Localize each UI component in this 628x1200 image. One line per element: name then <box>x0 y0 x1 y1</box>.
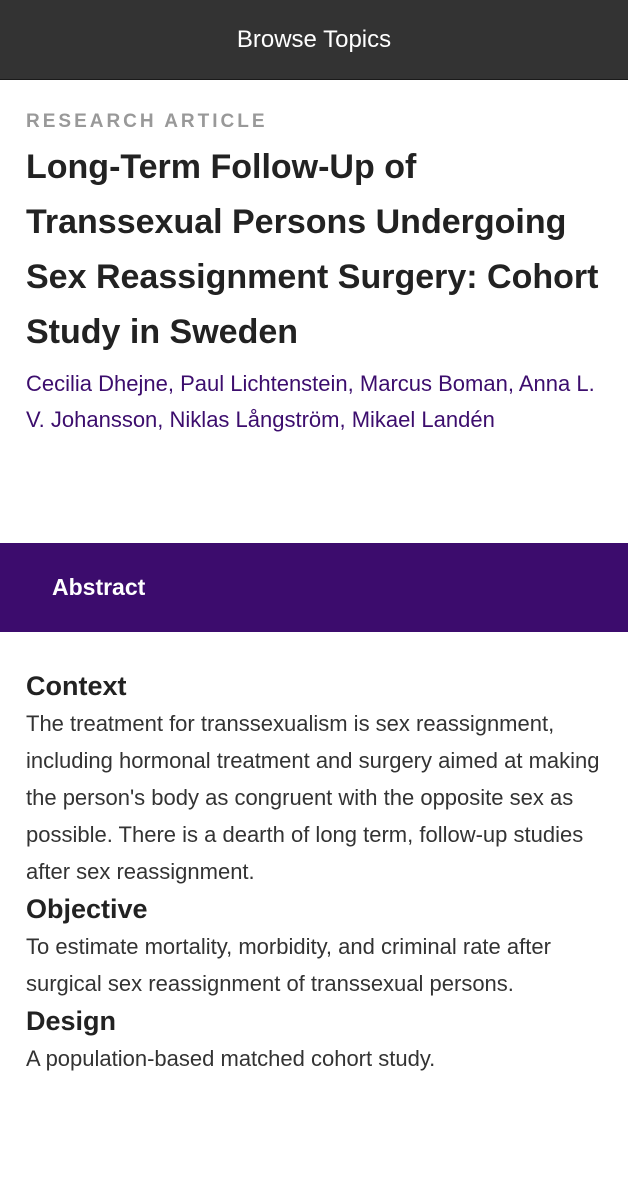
article-type-label: RESEARCH ARTICLE <box>26 111 268 132</box>
section-heading-objective: Objective <box>26 894 148 924</box>
author-separator: , <box>157 407 170 432</box>
author-link[interactable]: Cecilia Dhejne <box>26 371 168 396</box>
author-link[interactable]: Anna L. V. Johansson <box>26 371 595 432</box>
section-text-context: The treatment for transsexualism is sex reassignment, including hormonal treatment and surgery aimed at making the person's body as congruent with the opposite sex as possible. There is a dearth of long term, follow-up studies after sex reassignment. <box>26 711 600 884</box>
abstract-heading: Abstract <box>52 574 146 600</box>
browse-topics-button[interactable]: Browse Topics <box>236 25 392 53</box>
top-nav-bar <box>0 0 628 80</box>
author-link[interactable]: Mikael Landén <box>351 407 495 432</box>
author-separator: , <box>167 371 181 396</box>
author-separator: , <box>339 407 352 432</box>
abstract-body <box>0 632 628 1077</box>
author-separator: , <box>347 371 360 396</box>
article-title: Long-Term Follow-Up of Transsexual Persons Undergoing Sex Reassignment Surgery: Cohort Study in Sweden <box>26 148 599 351</box>
section-text-design: A population-based matched cohort study. <box>26 1046 436 1071</box>
section-text-objective: To estimate mortality, morbidity, and criminal rate after surgical sex reassignment of transsexual persons. <box>26 934 551 996</box>
abstract-tab[interactable] <box>0 543 628 632</box>
author-link[interactable]: Marcus Boman <box>359 371 508 396</box>
author-link[interactable]: Niklas Långström <box>169 407 340 432</box>
author-list <box>26 366 602 438</box>
section-heading-design: Design <box>26 1006 117 1036</box>
author-link[interactable]: Paul Lichtenstein <box>180 371 348 396</box>
author-separator: , <box>507 371 519 396</box>
section-heading-context: Context <box>26 671 127 701</box>
article-header <box>0 80 628 543</box>
